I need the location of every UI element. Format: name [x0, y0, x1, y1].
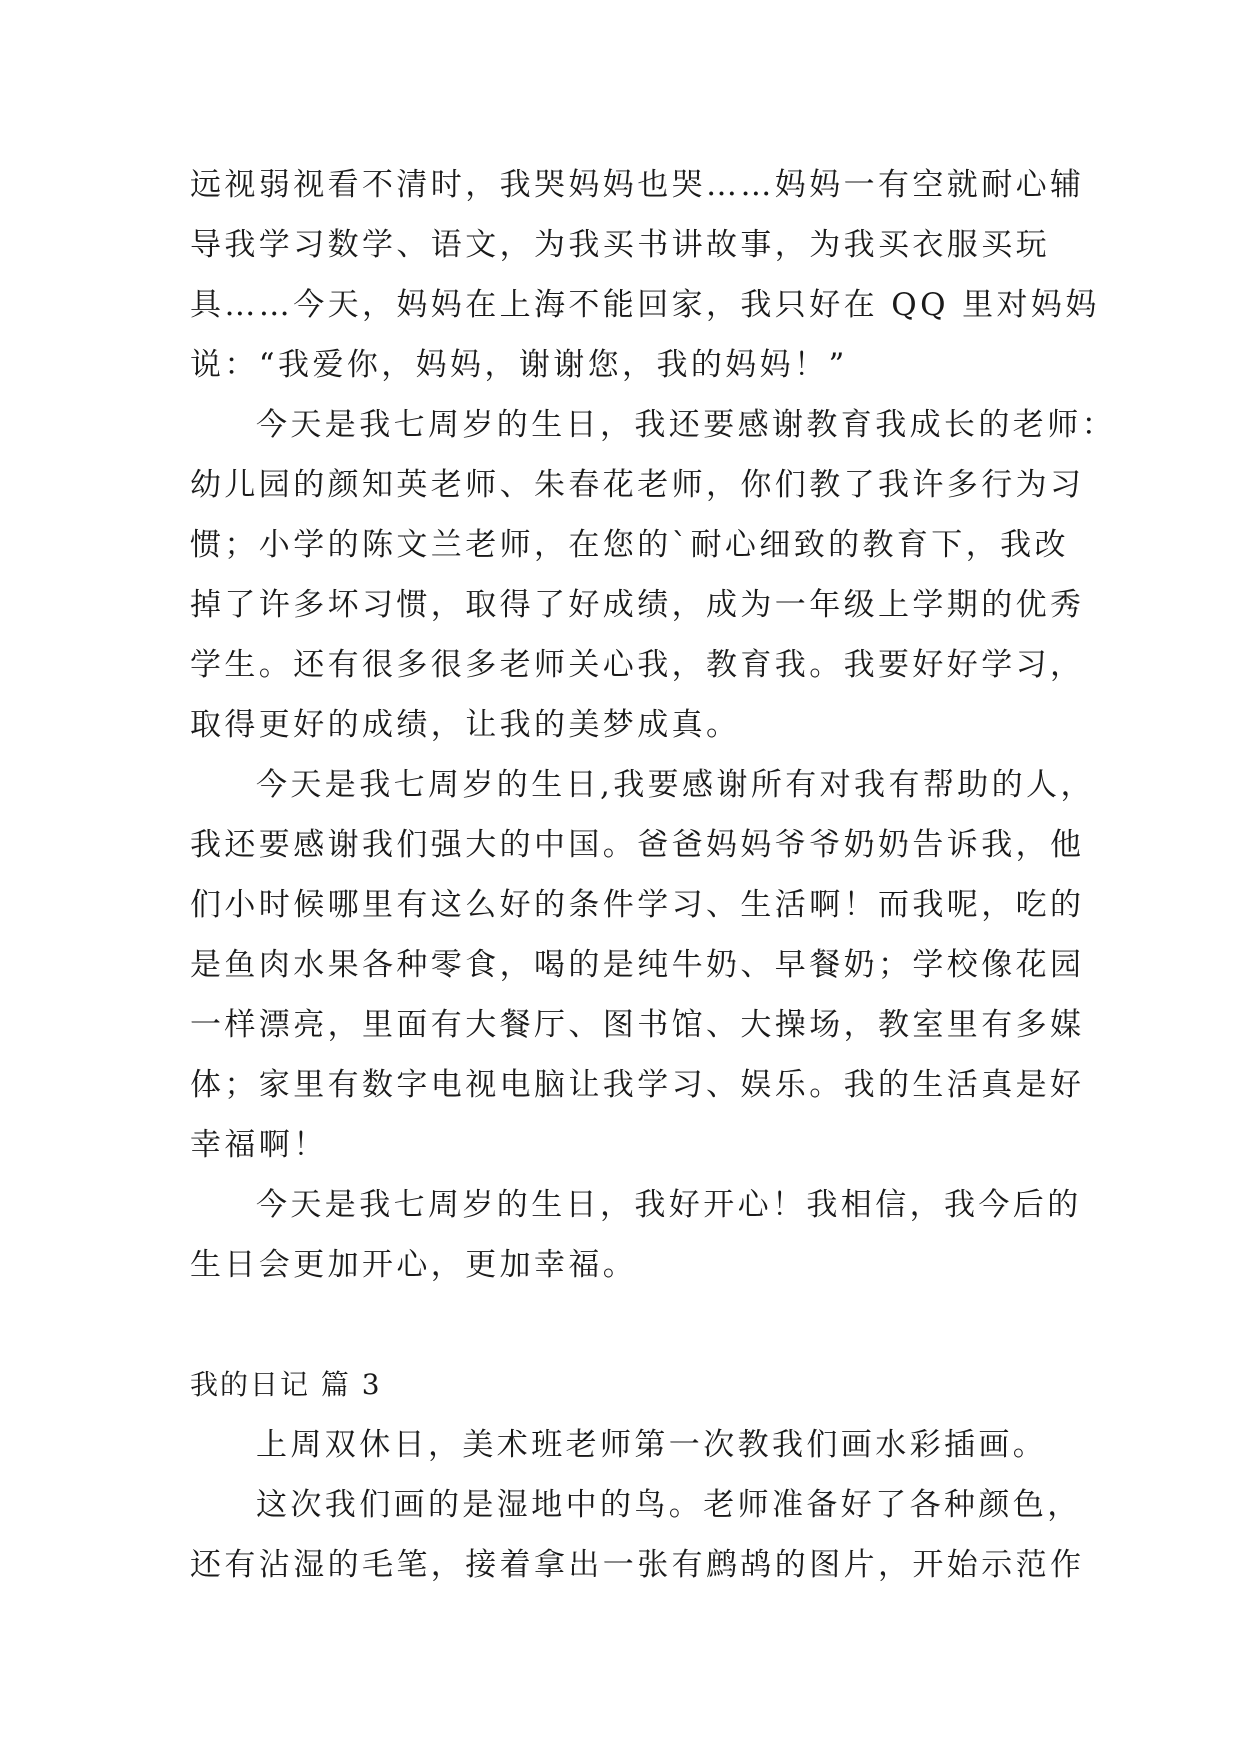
section-heading: 我的日记 篇 3 — [190, 1368, 382, 1401]
paragraph-wetland-bird — [190, 1475, 1085, 1595]
text-line: 导我学习数学、语文，为我买书讲故事，为我买衣服买玩 — [190, 227, 1050, 263]
paragraph-mother-thanks — [190, 155, 1100, 395]
paragraph-birthday-happy — [190, 1175, 1082, 1295]
text-line: 惯；小学的陈文兰老师，在您的`耐心细致的教育下，我改 — [190, 527, 1069, 563]
paragraph-country-thanks — [190, 755, 1095, 1175]
text-line: 今天是我七周岁的生日，我好开心！我相信，我今后的 — [256, 1187, 1082, 1223]
paragraph-art-class — [190, 1415, 1070, 1475]
text-line: 远视弱视看不清时，我哭妈妈也哭……妈妈一有空就耐心辅 — [190, 167, 1085, 203]
text-line: 幼儿园的颜知英老师、朱春花老师，你们教了我许多行为习 — [190, 467, 1085, 503]
section-spacer — [190, 1295, 1070, 1355]
text-line: 说：“我爱你，妈妈，谢谢您，我的妈妈！” — [190, 347, 848, 383]
text-line: 幸福啊！ — [190, 1127, 328, 1163]
text-line: 今天是我七周岁的生日，我还要感谢教育我成长的老师： — [256, 407, 1116, 443]
text-line: 体；家里有数字电视电脑让我学习、娱乐。我的生活真是好 — [190, 1067, 1085, 1103]
text-line: 还有沾湿的毛笔，接着拿出一张有鹧鸪的图片，开始示范作 — [190, 1547, 1085, 1583]
text-line: 是鱼肉水果各种零食，喝的是纯牛奶、早餐奶；学校像花园 — [190, 947, 1085, 983]
text-line: 们小时候哪里有这么好的条件学习、生活啊！而我呢，吃的 — [190, 887, 1085, 923]
document-body — [190, 155, 1116, 1595]
text-line: 上周双休日，美术班老师第一次教我们画水彩插画。 — [256, 1427, 1048, 1463]
text-line: 我还要感谢我们强大的中国。爸爸妈妈爷爷奶奶告诉我，他 — [190, 827, 1085, 863]
text-line: 取得更好的成绩，让我的美梦成真。 — [190, 707, 741, 743]
paragraph-teacher-thanks — [190, 395, 1116, 755]
text-line: 一样漂亮，里面有大餐厅、图书馆、大操场，教室里有多媒 — [190, 1007, 1085, 1043]
text-line: 今天是我七周岁的生日,我要感谢所有对我有帮助的人， — [256, 767, 1095, 803]
text-line: 掉了许多坏习惯，取得了好成绩，成为一年级上学期的优秀 — [190, 587, 1085, 623]
text-line: 这次我们画的是湿地中的鸟。老师准备好了各种颜色， — [256, 1487, 1082, 1523]
text-line: 学生。还有很多很多老师关心我，教育我。我要好好学习， — [190, 647, 1085, 683]
text-line: 生日会更加开心，更加幸福。 — [190, 1247, 638, 1283]
text-line: 具……今天，妈妈在上海不能回家，我只好在 QQ 里对妈妈 — [190, 287, 1100, 323]
